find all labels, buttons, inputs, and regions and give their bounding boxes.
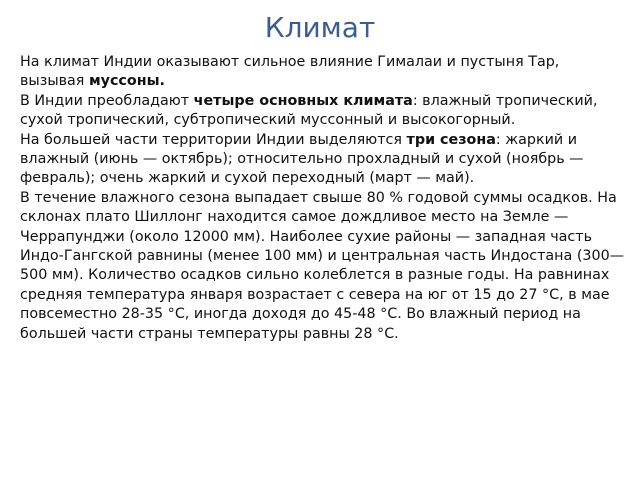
- paragraph-seasons-bold: три сезона: [406, 131, 496, 148]
- paragraph-seasons-text: На большей части территории Индии выделяются: [20, 131, 407, 148]
- paragraph-monsoons-text: На климат Индии оказывают сильное влияние Гималаи и пустыня Тар, вызывая: [20, 54, 560, 90]
- slide-body: [20, 53, 624, 344]
- paragraph-climates-tail: : влажный тропический, сухой тропический, субтропический муссонный и высокогорный.: [20, 92, 598, 129]
- paragraph-seasons: [20, 131, 624, 189]
- paragraph-climates-bold: четыре основных климата: [193, 92, 413, 109]
- paragraph-precipitation: В течение влажного сезона выпадает свыше 80 % годовой суммы осадков. На склонах плато Шиллонг находится самое дождливое место на Земле — Черрапунджи (около 12000 мм). Наиболее сухие районы — западная часть Индо-Гангской равнины (менее 100 мм) и центральная часть Индостана (300—500 мм). Количество осадков сильно колеблется в разные годы. На равнинах средняя температура января возрастает с севера на юг от 15 до 27 °C, в мае повсеместно 28-35 °C, иногда доходя до 45-48 °C. Во влажный период на большей части страны температуры равны 28 °C.: [20, 189, 625, 342]
- slide-title: Климат: [264, 11, 376, 44]
- paragraph-monsoons-bold: муссоны.: [88, 73, 165, 90]
- paragraph-climates-text: В Индии преобладают: [20, 92, 194, 109]
- paragraph-climates: [20, 92, 624, 131]
- paragraph-monsoons: [20, 53, 624, 92]
- paragraph-seasons-tail: : жаркий и влажный (июнь — октябрь); относительно прохладный и сухой (ноябрь — февраль); очень жаркий и сухой переходный (март — май).: [20, 131, 584, 187]
